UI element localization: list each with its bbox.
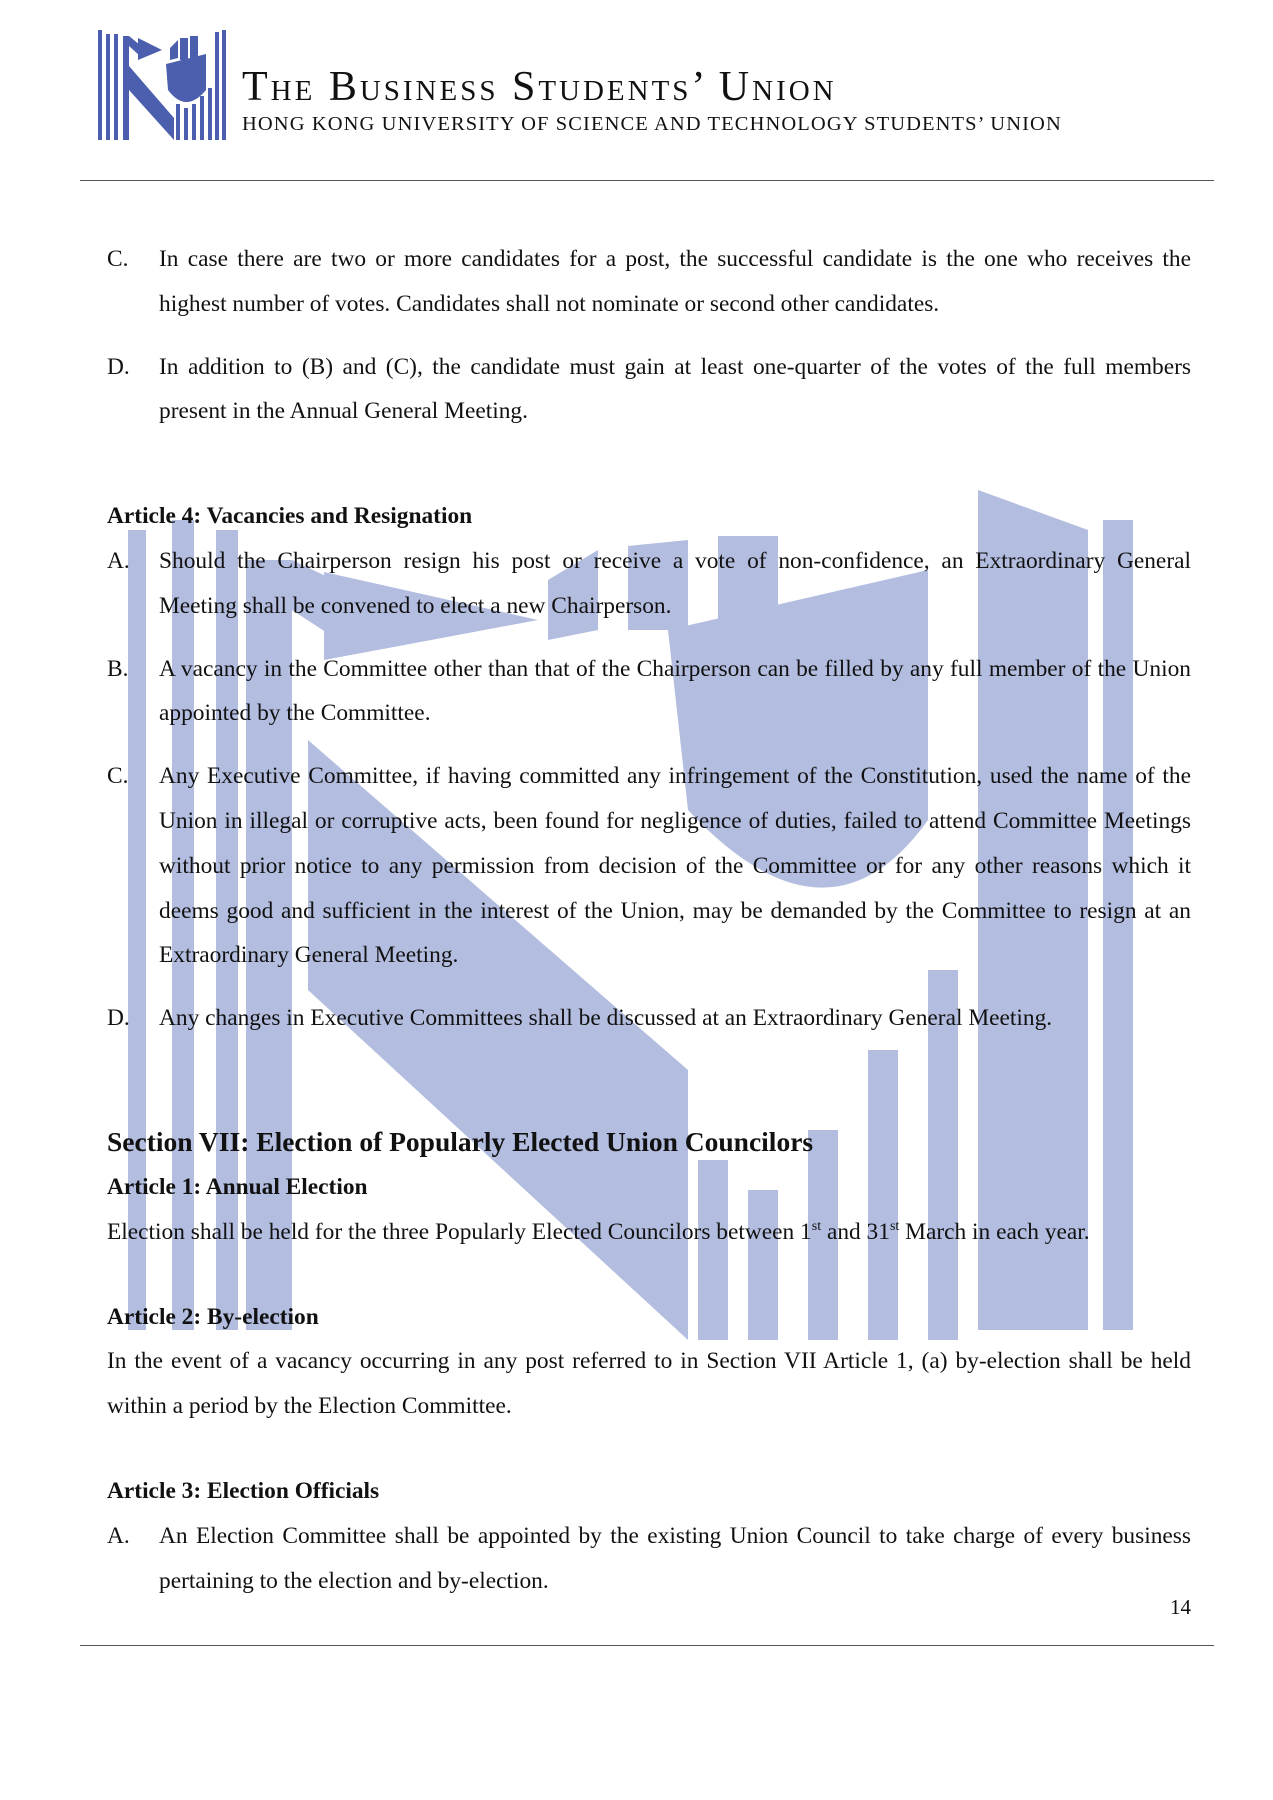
list-item-text: An Election Committee shall be appointed by the existing Union Council to take charge of every business pertaining to the election and by-election. bbox=[159, 1522, 1191, 1594]
list-item bbox=[107, 647, 1191, 737]
header-divider bbox=[80, 180, 1214, 181]
article-3-heading: Article 3: Election Officials bbox=[107, 1477, 380, 1504]
page-number: 14 bbox=[1170, 1595, 1191, 1619]
annual-election-paragraph: Election shall be held for the three Popularly Elected Councilors between 1st and 31st March in each year. bbox=[107, 1218, 1090, 1245]
list-marker: C. bbox=[107, 246, 129, 272]
document-body bbox=[107, 237, 1191, 1621]
by-election-paragraph: In the event of a vacancy occurring in any post referred to in Section VII Article 1, (a) by-election shall be held within a period by the Election Committee. bbox=[107, 1348, 1191, 1420]
article-2-heading: Article 2: By-election bbox=[107, 1303, 319, 1330]
business-students-union-logo-icon bbox=[98, 30, 230, 140]
list-item-text: In addition to (B) and (C), the candidate must gain at least one-quarter of the votes of the full members present in the Annual General Meeting. bbox=[159, 353, 1191, 425]
list-marker: D. bbox=[107, 353, 130, 380]
list-item bbox=[107, 996, 1191, 1041]
list-item bbox=[107, 237, 1191, 327]
list-item bbox=[107, 1514, 1191, 1604]
list-item bbox=[107, 345, 1191, 435]
article-4-heading: Article 4: Vacancies and Resignation bbox=[107, 503, 473, 530]
list-marker: A. bbox=[107, 547, 130, 574]
list-marker: D. bbox=[107, 1005, 130, 1032]
list-marker: C. bbox=[107, 763, 129, 790]
section-7-heading: Section VII: Election of Popularly Elected Union Councilors bbox=[107, 1125, 814, 1157]
list-item-text: In case there are two or more candidates for a post, the successful candidate is the one who receives the highest number of votes. Candidates shall not nominate or second other candidates. bbox=[159, 246, 1191, 317]
university-subtitle: HONG KONG UNIVERSITY OF SCIENCE AND TECHNOLOGY STUDENTS’ UNION bbox=[242, 113, 1062, 135]
list-item-text: Any changes in Executive Committees shall be discussed at an Extraordinary General Meeting. bbox=[159, 1005, 1053, 1032]
list-marker: B. bbox=[107, 655, 129, 682]
list-item-text: A vacancy in the Committee other than that of the Chairperson can be filled by any full member of the Union appointed by the Committee. bbox=[159, 655, 1191, 727]
list-marker: A. bbox=[107, 1522, 130, 1549]
article-1-heading: Article 1: Annual Election bbox=[107, 1173, 368, 1200]
list-item-text: Any Executive Committee, if having committed any infringement of the Constitution, used the name of the Union in illegal or corruptive acts, been found for negligence of duties, failed to attend Committee Meetings without prior notice to any permission from decision of the Committee or for any other reasons which it deems good and sufficient in the interest of the Union, may be demanded by the Committee to resign at an Extraordinary General Meeting. bbox=[159, 763, 1191, 969]
list-item bbox=[107, 539, 1191, 629]
list-item bbox=[107, 754, 1191, 978]
union-title: The Business Students’ Union bbox=[242, 64, 837, 110]
list-item-text: Should the Chairperson resign his post or receive a vote of non-confidence, an Extraordinary General Meeting shall be convened to elect a new Chairperson. bbox=[159, 547, 1191, 619]
footer-divider bbox=[80, 1645, 1214, 1646]
